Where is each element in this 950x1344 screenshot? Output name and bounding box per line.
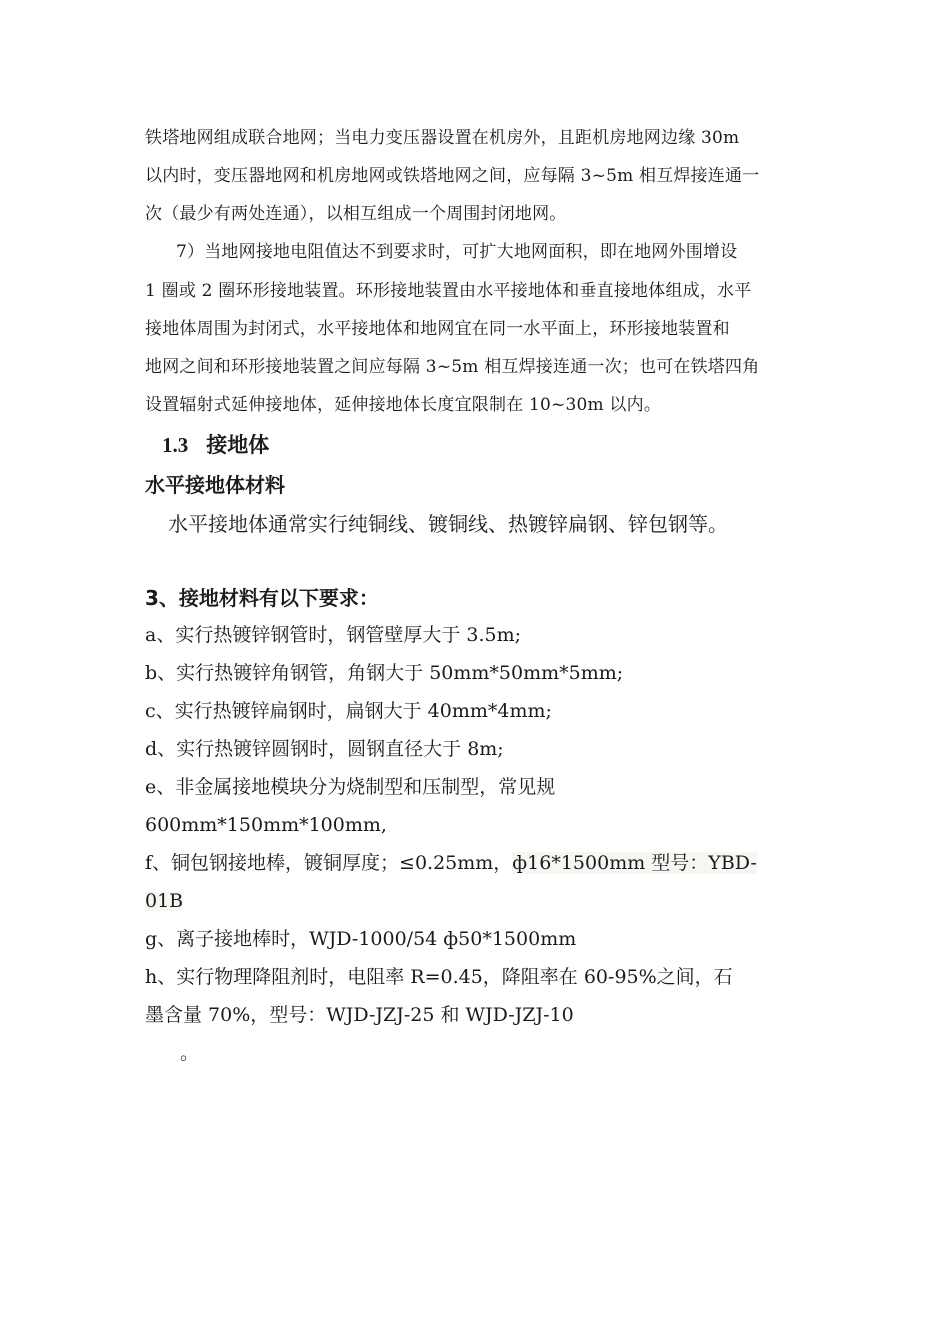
requirement-item-h: h、实行物理降阻剂时，电阻率 R=0.45，降阻率在 60-95%之间，石 xyxy=(145,966,733,988)
requirement-item-c: c、实行热镀锌扁钢时，扁钢大于 40mm*4mm; xyxy=(145,700,552,722)
section-number: 1.3 xyxy=(162,433,189,457)
paragraph-line: 次（最少有两处连通），以相互组成一个周围封闭地网。 xyxy=(145,204,567,224)
requirement-item-h-cont: 墨含量 70%，型号：WJD-JZJ-25 和 WJD-JZJ-10 xyxy=(145,1004,574,1026)
paragraph-line: 设置辐射式延伸接地体，延伸接地体长度宜限制在 10~30m 以内。 xyxy=(145,395,662,415)
end-mark: 。 xyxy=(180,1042,200,1064)
requirement-item-f xyxy=(145,854,757,873)
section-heading xyxy=(162,435,269,456)
paragraph-line: 以内时，变压器地网和机房地网或铁塔地网之间，应每隔 3~5m 相互焊接连通一 xyxy=(145,166,760,186)
paragraph-line: 1 圈或 2 圈环形接地装置。环形接地装置由水平接地体和垂直接地体组成，水平 xyxy=(145,281,752,301)
requirement-item-e: e、非金属接地模块分为烧制型和压制型，常见规 xyxy=(145,776,556,798)
paragraph-line: 7）当地网接地电阻值达不到要求时，可扩大地网面积，即在地网外围增设 xyxy=(176,242,738,262)
requirement-item-b: b、实行热镀锌角钢管，角钢大于 50mm*50mm*5mm; xyxy=(145,662,624,684)
requirement-item-d: d、实行热镀锌圆钢时，圆钢直径大于 8m; xyxy=(145,738,504,760)
requirement-f-model: ф16*1500mm 型号：YBD- xyxy=(512,852,757,874)
subheading: 水平接地体材料 xyxy=(145,473,285,497)
paragraph-line: 铁塔地网组成联合地网；当电力变压器设置在机房外，且距机房地网边缘 30m xyxy=(145,128,740,148)
paragraph-line: 接地体周围为封闭式，水平接地体和地网宜在同一水平面上，环形接地装置和 xyxy=(145,319,730,339)
requirement-item-e-cont: 600mm*150mm*100mm, xyxy=(145,814,387,836)
body-paragraph: 水平接地体通常实行纯铜线、镀铜线、热镀锌扁钢、锌包钢等。 xyxy=(168,512,728,536)
section-title: 接地体 xyxy=(206,433,270,457)
requirement-item-g: g、离子接地棒时，WJD-1000/54 ф50*1500mm xyxy=(145,928,577,950)
requirement-item-f-cont: 01B xyxy=(145,890,184,912)
paragraph-line: 地网之间和环形接地装置之间应每隔 3~5m 相互焊接连通一次；也可在铁塔四角 xyxy=(145,357,760,377)
requirement-item-a: a、实行热镀锌钢管时，钢管壁厚大于 3.5m; xyxy=(145,624,522,646)
requirements-heading: 3、接地材料有以下要求： xyxy=(145,586,379,610)
requirement-f-text: f、铜包钢接地棒，镀铜厚度；≤0.25mm， xyxy=(145,852,513,874)
